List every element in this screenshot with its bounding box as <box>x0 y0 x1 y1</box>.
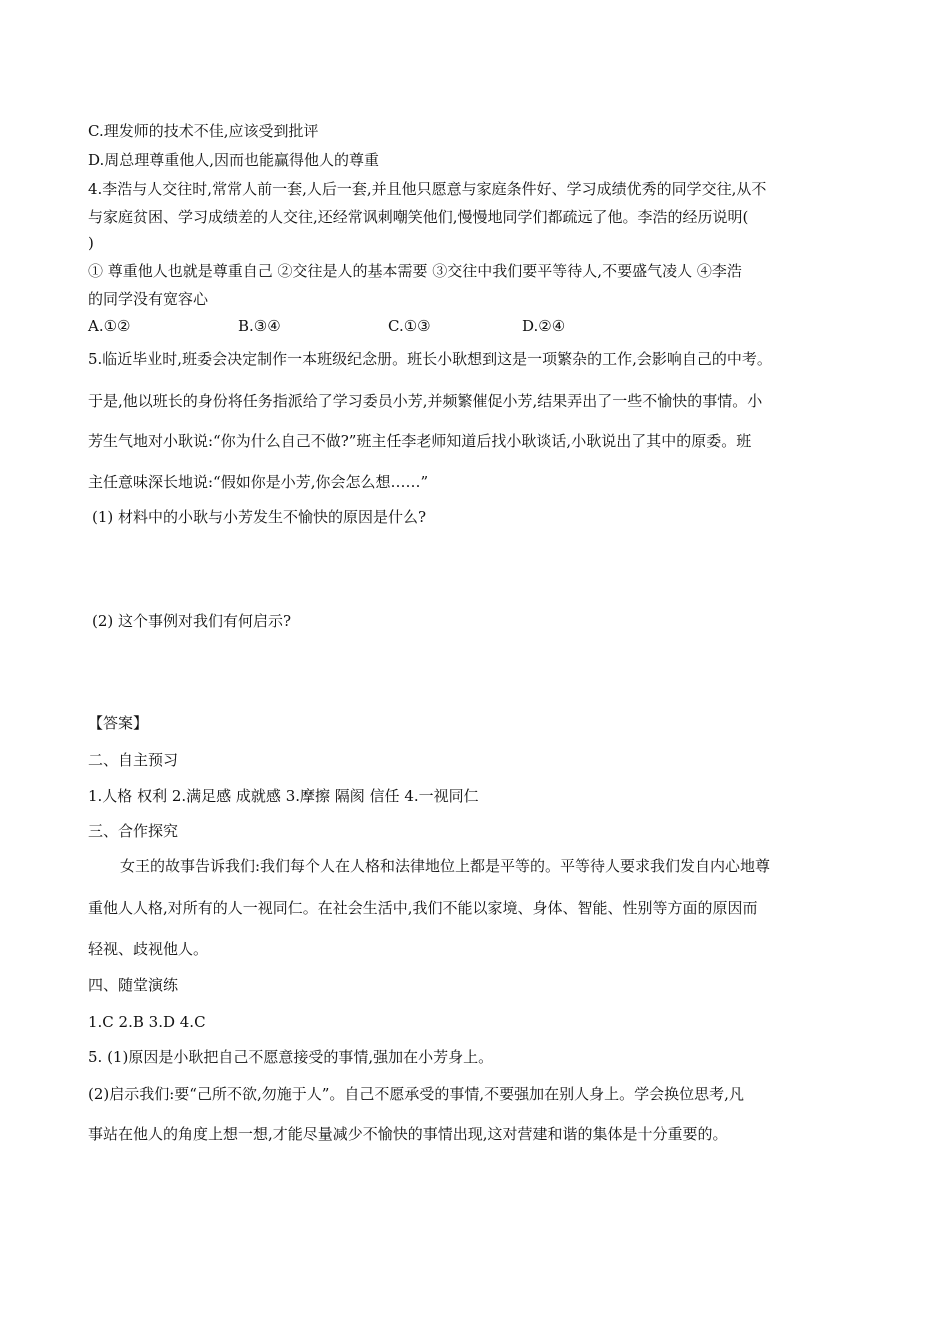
q5-material-line-2: 于是,他以班长的身份将任务指派给了学习委员小芳,并频繁催促小芳,结果弄出了一些不愉快的事情。小 <box>88 392 763 410</box>
section-3-paragraph-line-1: 女王的故事告诉我们:我们每个人在人格和法律地位上都是平等的。平等待人要求我们发自内心地尊 <box>120 857 771 875</box>
q5-material-line-4: 主任意味深长地说:“假如你是小芳,你会怎么想……” <box>88 473 429 491</box>
q5-answer-1: 5. (1)原因是小耿把自己不愿意接受的事情,强加在小芳身上。 <box>88 1048 494 1066</box>
section-3-paragraph-line-2: 重他人人格,对所有的人一视同仁。在社会生活中,我们不能以家境、身体、智能、性别等方面的原因而 <box>88 899 758 917</box>
q5-material-line-3: 芳生气地对小耿说:“你为什么自己不做?”班主任李老师知道后找小耿谈话,小耿说出了其中的原委。班 <box>88 432 752 450</box>
q5-answer-2-line-1: (2)启示我们:要“己所不欲,勿施于人”。自己不愿承受的事情,不要强加在别人身上。学会换位思考,凡 <box>88 1085 744 1103</box>
section-3-title: 三、合作探究 <box>88 822 179 840</box>
q3-option-c: C.理发师的技术不佳,应该受到批评 <box>88 122 319 140</box>
q4-option-d: D.②④ <box>522 317 566 335</box>
section-4-title: 四、随堂演练 <box>88 976 179 994</box>
section-2-title: 二、自主预习 <box>88 751 179 769</box>
q4-stem-line-2: 与家庭贫困、学习成绩差的人交往,还经常讽刺嘲笑他们,慢慢地同学们都疏远了他。李浩的经历说明( <box>88 208 749 226</box>
q5-material-line-1: 5.临近毕业时,班委会决定制作一本班级纪念册。班长小耿想到这是一项繁杂的工作,会影响自己的中考。 <box>88 350 772 368</box>
section-3-paragraph-line-3: 轻视、歧视他人。 <box>88 940 209 958</box>
q4-statements-line-2: 的同学没有宽容心 <box>88 290 209 308</box>
q5-answer-2-line-2: 事站在他人的角度上想一想,才能尽量减少不愉快的事情出现,这对营建和谐的集体是十分重要的。 <box>88 1125 728 1143</box>
q4-option-a: A.①② <box>88 317 131 335</box>
q5-subquestion-1: (1) 材料中的小耿与小芳发生不愉快的原因是什么? <box>92 508 427 526</box>
q5-subquestion-2: (2) 这个事例对我们有何启示? <box>92 612 292 630</box>
q4-option-b: B.③④ <box>238 317 281 335</box>
answer-heading: 【答案】 <box>88 714 149 732</box>
q4-statements-line-1: ① 尊重他人也就是尊重自己 ②交往是人的基本需要 ③交往中我们要平等待人,不要盛气凌人 ④李浩 <box>88 262 742 280</box>
q4-stem-line-1: 4.李浩与人交往时,常常人前一套,人后一套,并且他只愿意与家庭条件好、学习成绩优秀的同学交往,从不 <box>88 180 767 198</box>
q4-stem-line-3: ) <box>88 234 94 252</box>
section-4-content: 1.C 2.B 3.D 4.C <box>88 1013 206 1031</box>
section-2-content: 1.人格 权利 2.满足感 成就感 3.摩擦 隔阂 信任 4.一视同仁 <box>88 787 479 805</box>
q4-option-c: C.①③ <box>388 317 431 335</box>
q3-option-d: D.周总理尊重他人,因而也能赢得他人的尊重 <box>88 151 380 169</box>
